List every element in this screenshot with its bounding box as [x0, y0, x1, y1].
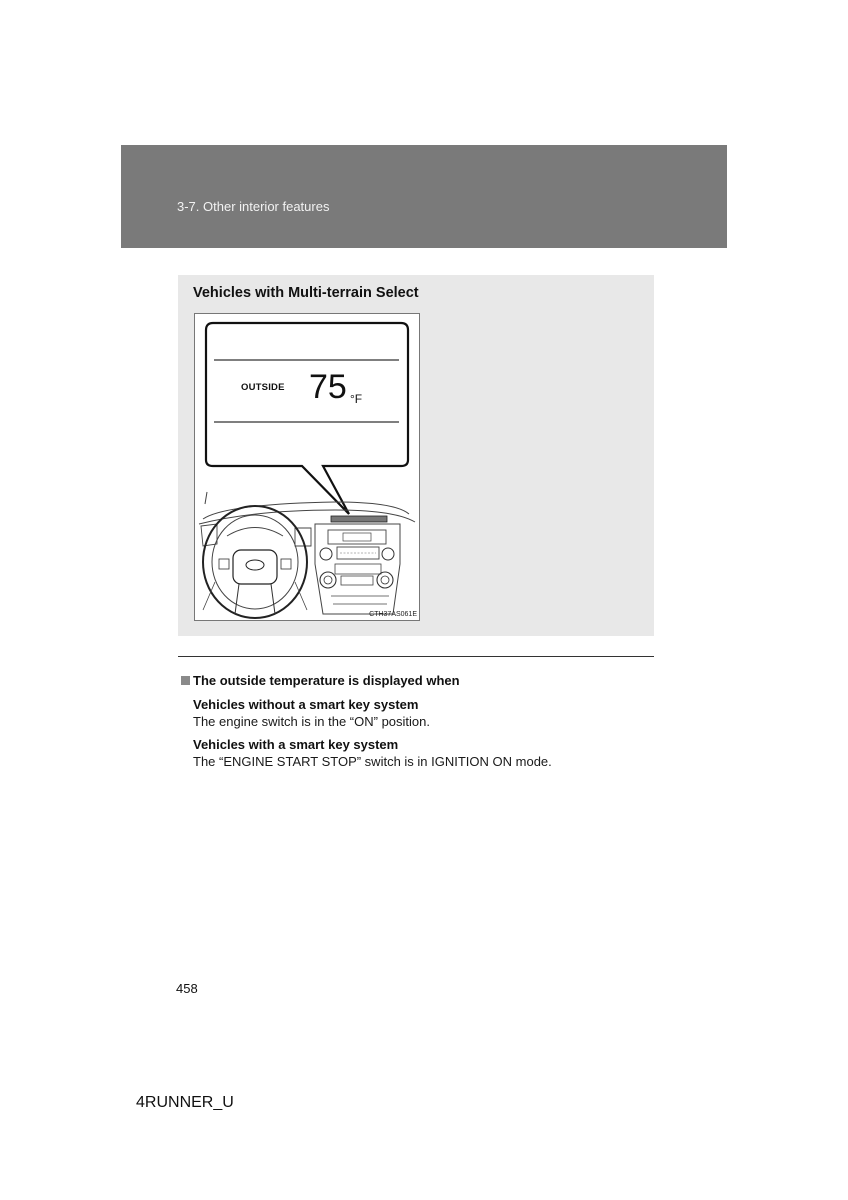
figure-code: CTH37AS061E	[369, 611, 417, 618]
condition-text: The engine switch is in the “ON” position.	[193, 714, 430, 729]
condition-title: Vehicles with a smart key system	[193, 737, 399, 752]
page-number: 458	[176, 981, 198, 996]
hvac-knob-right	[377, 572, 393, 588]
section-rule	[178, 656, 654, 657]
subheading-text: The outside temperature is displayed when	[193, 673, 460, 688]
section-label: 3-7. Other interior features	[177, 199, 330, 214]
temperature-value: 75	[309, 368, 347, 406]
dashboard-illustration	[194, 313, 420, 621]
callout-bubble	[206, 323, 408, 514]
hvac-knob-left	[320, 572, 336, 588]
display-label: OUTSIDE	[241, 382, 285, 393]
figure-panel	[178, 275, 654, 636]
square-bullet-icon	[181, 676, 190, 685]
display-slot	[331, 516, 387, 522]
condition-item	[193, 697, 430, 729]
condition-item	[193, 737, 552, 769]
header-band	[121, 145, 727, 248]
condition-title: Vehicles without a smart key system	[193, 697, 419, 712]
temperature-unit: °F	[350, 392, 363, 406]
figure-title: Vehicles with Multi-terrain Select	[193, 285, 419, 301]
dashboard-drawing	[195, 314, 419, 620]
section-subheading	[181, 673, 460, 688]
condition-text: The “ENGINE START STOP” switch is in IGNITION ON mode.	[193, 754, 552, 769]
steering-hub	[233, 550, 277, 584]
footer-model: 4RUNNER_U	[136, 1094, 234, 1111]
